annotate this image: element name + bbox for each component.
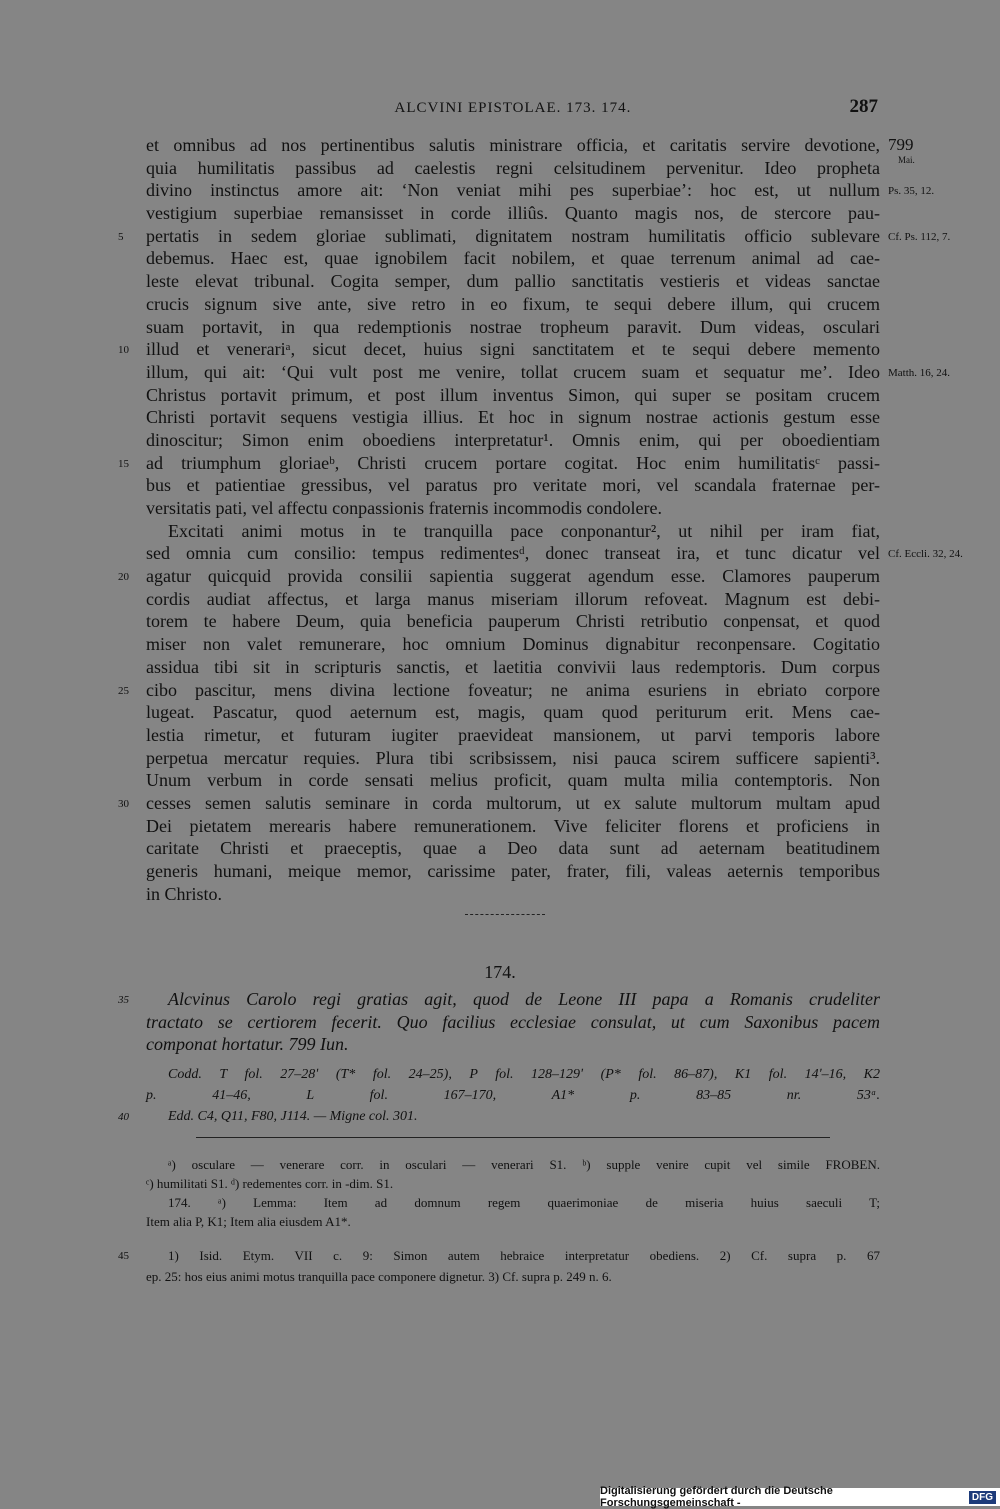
text-line bbox=[118, 679, 880, 702]
line-number: 40 bbox=[118, 1111, 129, 1123]
line-text: Excitati animi motus in te tranquilla pace conponantur², ut nihil per iram fiat, bbox=[168, 520, 880, 541]
text-line bbox=[118, 452, 880, 475]
line-text: Christus portavit primum, et post illum inventus Simon, qui super se positam crucem bbox=[146, 384, 880, 405]
text-line bbox=[146, 406, 880, 429]
line-text: assidua tibi sit in scripturis sanctis, et laetitia convivii laus redemptoris. Dum corpus bbox=[146, 656, 880, 677]
dfg-logo: DFG bbox=[969, 1491, 996, 1504]
text-line bbox=[146, 815, 880, 838]
line-number: 20 bbox=[118, 571, 129, 584]
letter-number: 174. bbox=[484, 962, 516, 982]
apparatus-line bbox=[146, 1193, 880, 1212]
margin-reference: Cf. Ps. 112, 7. bbox=[888, 230, 951, 243]
line-text: 174. ᵃ) Lemma: Item ad domnum regem quaerimoniae de miseria huius saeculi T; bbox=[168, 1195, 880, 1210]
source-footnotes bbox=[118, 1245, 880, 1287]
text-line bbox=[146, 474, 880, 497]
line-text: suam portavit, in qua redemptionis nostrae tropheum paravit. Dum videas, osculari bbox=[146, 316, 880, 337]
text-line bbox=[146, 656, 880, 679]
text-line bbox=[146, 293, 880, 316]
text-line bbox=[118, 792, 880, 815]
text-line bbox=[146, 860, 880, 883]
line-text: debemus. Haec est, quae ignobilem facit nobilem, et quae terrenum animal ad cae- bbox=[146, 248, 880, 269]
line-number: 15 bbox=[118, 457, 129, 470]
text-line bbox=[146, 247, 880, 270]
footnote-line bbox=[146, 1266, 880, 1287]
margin-reference: Cf. Eccli. 32, 24. bbox=[888, 548, 963, 561]
line-text: illud et venerariᵃ, sicut decet, huius signi sanctitatem et te sequi debere memento bbox=[146, 339, 880, 360]
line-text: Unum verbum in corde sensati melius proficit, quam multa milia contemptoris. Non bbox=[146, 770, 880, 791]
text-line bbox=[146, 588, 880, 611]
codices-line bbox=[146, 1064, 880, 1085]
line-text: generis humani, meique memor, carissime pater, frater, fili, valeas aeternis temporibus bbox=[146, 861, 880, 881]
line-text: perpetua mercatur requies. Plura tibi scribsissem, nisi pauca scirem sufficere sapienti³. bbox=[146, 747, 880, 768]
footer-bar bbox=[600, 1485, 1000, 1509]
footnote-line bbox=[118, 1245, 880, 1266]
text-line bbox=[146, 154, 915, 180]
text-line bbox=[146, 747, 880, 770]
main-text bbox=[118, 134, 963, 905]
line-text: pertatis in sedem gloriae sublimati, dignitatem nostram humilitatis officio sublevare bbox=[146, 225, 880, 246]
line-number: 5 bbox=[118, 230, 124, 243]
line-text: agatur quicquid provida consilii sapientia suggerat agendum esse. Clamores pauperum bbox=[146, 566, 880, 587]
text-line bbox=[146, 633, 880, 656]
line-text: componat hortatur. 799 Iun. bbox=[146, 1034, 349, 1055]
line-text: miser non valet remunerare, hoc omnium Dominus dignabitur reconpensare. Cogitatio bbox=[146, 634, 880, 655]
codices-line bbox=[146, 1085, 880, 1106]
text-line bbox=[146, 883, 880, 906]
line-text: Christi portavit sequens vestigia illius. Et hoc in signum nostrae actionis gestum esse bbox=[146, 407, 880, 428]
running-title: ALCVINI EPISTOLAE. 173. 174. bbox=[394, 100, 632, 116]
line-number: 45 bbox=[118, 1250, 129, 1262]
line-text: leste elevat tribunal. Cogita semper, dum pallio sanctitatis vestieris et videas sanctae bbox=[146, 271, 880, 292]
line-text: Alcvinus Carolo regi gratias agit, quod de Leone III papa a Romanis crudeliter bbox=[168, 989, 880, 1009]
critical-apparatus bbox=[146, 1155, 880, 1231]
line-text: in Christo. bbox=[146, 883, 223, 904]
line-text: cesses semen salutis seminare in corda multorum, ut ex salute multorum multam apud bbox=[146, 792, 880, 813]
footer-text: Digitalisierung gefördert durch die Deutsche Forschungsgemeinschaft - bbox=[600, 1485, 833, 1509]
text-line bbox=[146, 701, 880, 724]
text-line bbox=[146, 837, 880, 860]
text-line bbox=[146, 769, 880, 792]
running-header bbox=[148, 94, 878, 122]
text-line bbox=[146, 542, 963, 565]
apparatus-line bbox=[146, 1155, 880, 1174]
apparatus-line bbox=[146, 1174, 880, 1193]
apparatus-line bbox=[146, 1212, 880, 1231]
line-text: lugeat. Pascatur, quod aeternum est, magis, quam quod periturum erit. Mens cae- bbox=[146, 702, 880, 723]
text-line bbox=[146, 270, 880, 293]
text-line bbox=[118, 565, 880, 588]
line-text: dinoscitur; Simon enim oboediens interpretatur¹. Omnis enim, qui per oboedientiam bbox=[146, 429, 880, 450]
line-text: ᶜ) humilitati S1. ᵈ) redementes corr. in -dim. S1. bbox=[146, 1176, 394, 1191]
text-line bbox=[146, 610, 880, 633]
line-text: cordis audiat affectus, et larga manus miseriam illorum refoveat. Magnum est debi- bbox=[146, 588, 880, 609]
line-text: crucis signum sive ante, sive retro in eo fixum, te sequi debere illum, qui crucem bbox=[146, 293, 880, 314]
line-text: 1) Isid. Etym. VII c. 9: Simon autem hebraice interpretatur obediens. 2) Cf. supra p. 67 bbox=[168, 1248, 880, 1263]
text-line bbox=[146, 316, 880, 339]
margin-reference: Matth. 16, 24. bbox=[888, 366, 951, 379]
margin-reference: Ps. 35, 12. bbox=[888, 185, 935, 198]
line-text: bus et patientiae gressibus, vel paratus pro veritate mori, vel scandala fraternae per- bbox=[146, 475, 880, 496]
line-text: sed omnia cum consilio: tempus redimentesᵈ, donec transeat ira, et tunc dicatur vel bbox=[146, 543, 880, 564]
line-text: et omnibus ad nos pertinentibus salutis ministrare officia, et caritatis servire devotione, bbox=[146, 135, 880, 155]
text-line bbox=[146, 724, 880, 747]
line-number: 25 bbox=[118, 684, 129, 697]
line-number: 10 bbox=[118, 344, 129, 357]
line-text: ᵃ) osculare — venerare corr. in osculari — venerari S1. ᵇ) supple venire cupit vel simile FROBEN. bbox=[168, 1157, 880, 1172]
margin-reference: Mai. bbox=[898, 154, 915, 165]
section-divider bbox=[465, 914, 545, 915]
line-text: vestigium superbiae remansisset in corde illiûs. Quanto magis nos, de stercore pau- bbox=[146, 203, 880, 224]
line-text: ep. 25: hos eius animi motus tranquilla pace componere dignetur. 3) Cf. supra p. 249 n. 6. bbox=[146, 1269, 612, 1284]
text-line bbox=[146, 361, 951, 384]
codices-line bbox=[118, 1106, 880, 1127]
text-line bbox=[146, 384, 880, 407]
text-line bbox=[146, 520, 880, 543]
line-text: versitatis pati, vel affectu conpassionis fraternis incommodis condolere. bbox=[146, 498, 663, 518]
line-text: p. 41–46, L fol. 167–170, A1* p. 83–85 nr. 53ᵃ. bbox=[146, 1088, 880, 1103]
line-text: tractato se certiorem fecerit. Quo facilius ecclesiae consulat, ut cum Saxonibus pacem bbox=[146, 1011, 880, 1032]
line-text: Edd. C4, Q11, F80, J114. — Migne col. 301. bbox=[168, 1109, 418, 1124]
margin-reference: 799 bbox=[888, 135, 914, 154]
line-number: 30 bbox=[118, 797, 129, 810]
summary-line bbox=[118, 988, 880, 1011]
footnote-rule bbox=[196, 1137, 830, 1138]
codices-list bbox=[118, 1064, 880, 1127]
text-line bbox=[146, 429, 880, 452]
page-number: 287 bbox=[849, 96, 878, 117]
text-line bbox=[118, 338, 880, 361]
line-text: Dei pietatem merearis habere remunerationem. Vive feliciter florens et proficiens in bbox=[146, 815, 880, 836]
line-text: divino instinctus amore ait: ‘Non veniat mihi pes superbiae’: hoc est, ut nullum bbox=[146, 180, 880, 201]
text-line bbox=[146, 497, 880, 520]
line-text: ad triumphum gloriaeᵇ, Christi crucem portare cogitat. Hoc enim humilitatisᶜ passi- bbox=[146, 452, 880, 473]
text-line bbox=[146, 134, 914, 157]
text-line bbox=[118, 225, 951, 248]
line-number: 35 bbox=[118, 994, 129, 1006]
line-text: illum, qui ait: ‘Qui vult post me venire, tollat crucem suam et sequatur me’. Ideo bbox=[146, 361, 880, 382]
line-text: quia humilitatis passibus ad caelestis regni celsitudinem pervenitur. Ideo propheta bbox=[146, 157, 880, 178]
line-text: cibo pascitur, mens divina lectione foveatur; ne anima esuriens in ebriato corpore bbox=[146, 679, 880, 700]
line-text: torem te habere Deum, quia beneficia pauperum Christi retributio conpensat, et quod bbox=[146, 611, 880, 632]
text-line bbox=[146, 179, 935, 202]
line-text: Item alia P, K1; Item alia eiusdem A1*. bbox=[146, 1214, 351, 1229]
letter-summary bbox=[118, 988, 880, 1056]
text-line bbox=[146, 202, 880, 225]
line-text: caritate Christi et praeceptis, quae a Deo data sunt ad aeternam beatitudinem bbox=[146, 838, 880, 859]
summary-line bbox=[146, 1011, 880, 1034]
line-text: lestia rimetur, et futuram iugiter praevideat mansionem, ut parvi temporis labore bbox=[146, 724, 880, 745]
summary-line bbox=[146, 1033, 880, 1056]
line-text: Codd. T fol. 27–28ʹ (T* fol. 24–25), P fol. 128–129ʹ (P* fol. 86–87), K1 fol. 14ʹ–16, K2 bbox=[168, 1067, 880, 1082]
